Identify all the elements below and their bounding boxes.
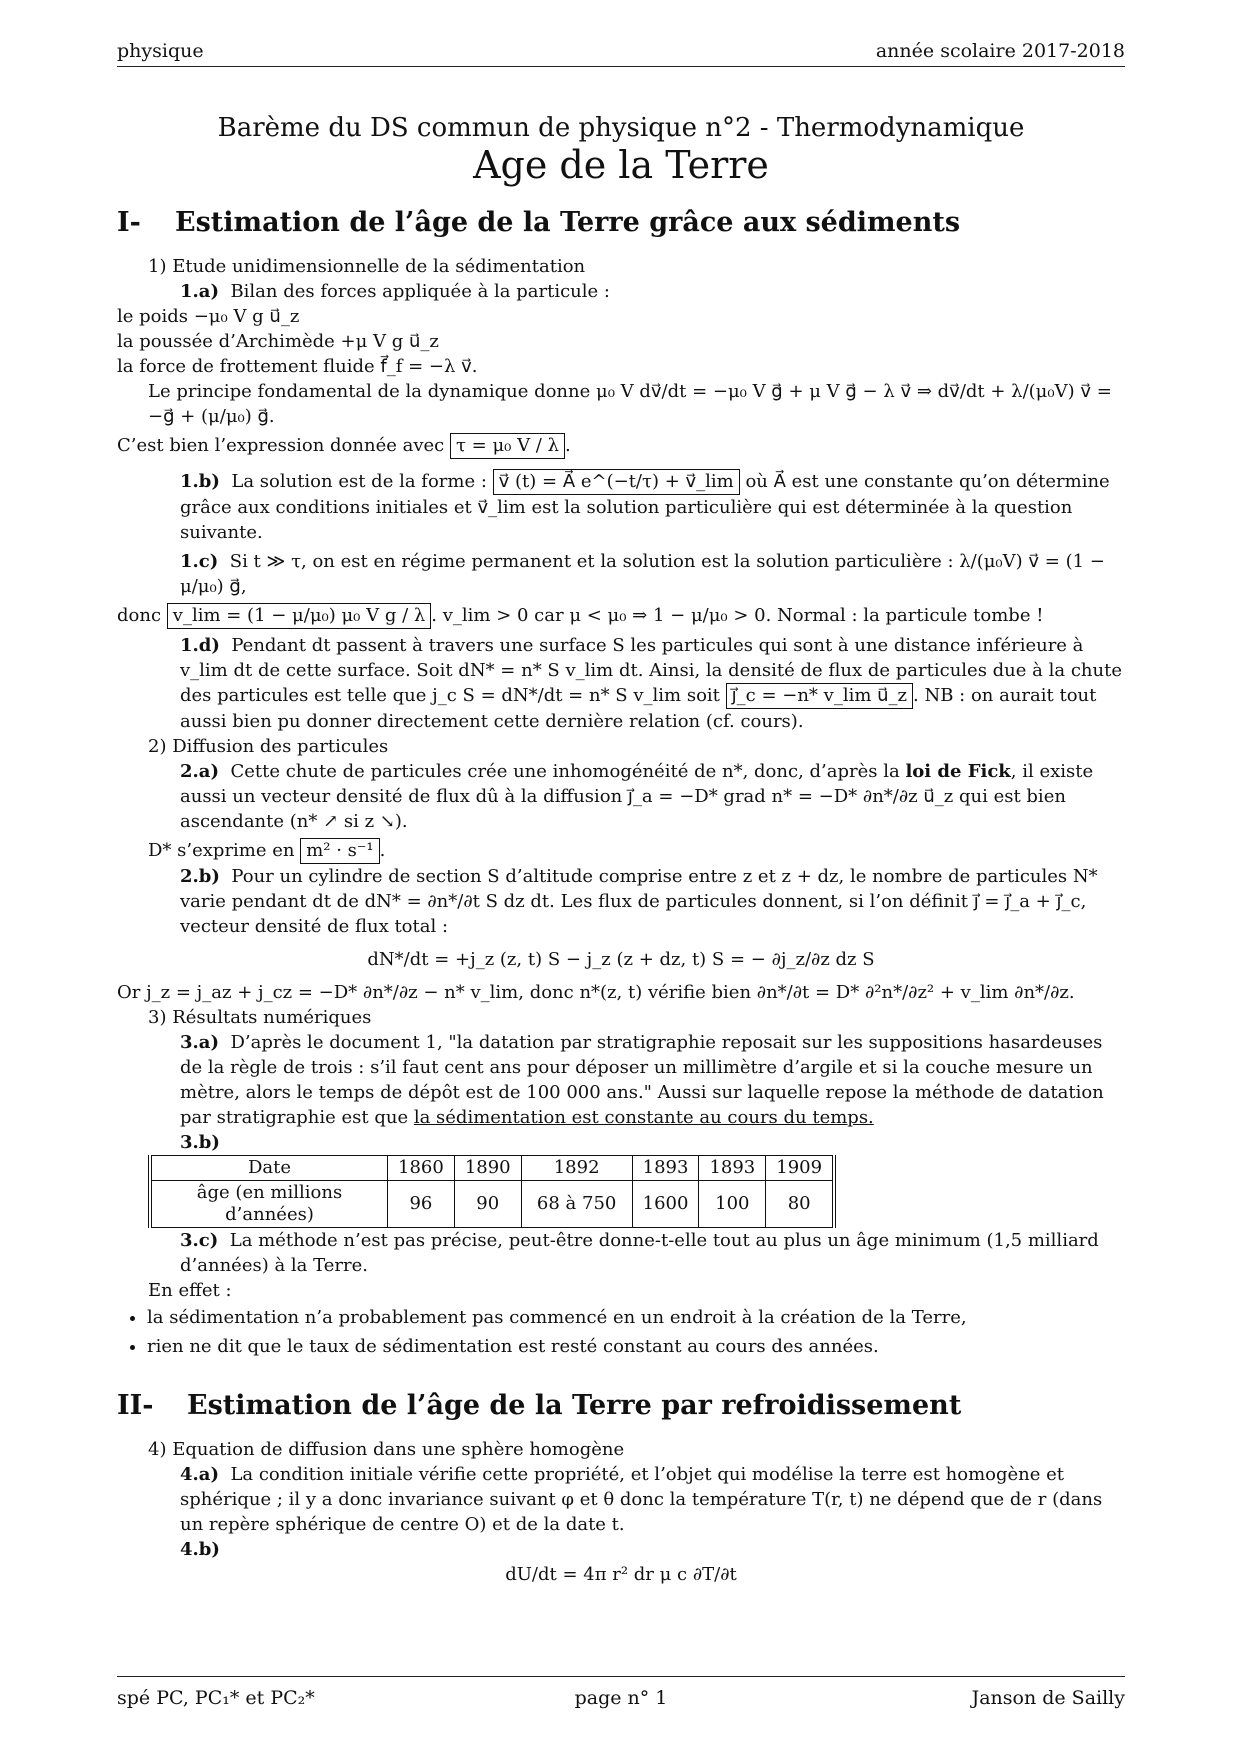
doc-title: Age de la Terre (473, 143, 769, 187)
q1d-text: Pendant dt passent à travers une surface S les particules qui sont à une distance inférieure à v_lim dt de cette surface. Soit dN* = n* S v_lim dt. Ainsi, la densité de flux de particules due à la chute des particules est telle que j_c S = dN*/dt = n* S v_lim soit (180, 635, 1122, 706)
q2b-text: Pour un cylindre de section S d’altitude comprise entre z et z + dz, le nombre de particules N* varie pendant dt de dN* = ∂n*/∂t S dz dt. Les flux de particules donnent, si l’on définit j⃗ = j⃗_a + j⃗_c, vecteur densité de flux total : (180, 866, 1098, 937)
q3c-bullets (117, 1305, 1125, 1359)
q3c-text: La méthode n’est pas précise, peut-être donne-t-elle tout au plus un âge minimum (1,5 milliard d’années) à la Terre. (180, 1230, 1099, 1276)
q2a-line (117, 759, 1125, 834)
q3a-underlined: la sédimentation est constante au cours du temps. (413, 1107, 874, 1128)
table-cell: 96 (388, 1181, 455, 1228)
q3b-label: 3.b) (180, 1132, 220, 1153)
q2b-equation: dN*/dt = +j_z (z, t) S − j_z (z + dz, t) S = − ∂j_z/∂z dz S (367, 949, 875, 970)
list-item: • rien ne dit que le taux de sédimentation est resté constant au cours des années. (147, 1334, 1125, 1359)
q1c-post: . v_lim > 0 car μ < μ₀ ⇒ 1 − μ/μ₀ > 0. Normal : la particule tombe ! (431, 605, 1044, 626)
footer-page-number: page n° 1 (574, 1687, 668, 1709)
header-year: année scolaire 2017-2018 (875, 40, 1125, 62)
table-cell: 1909 (766, 1156, 834, 1181)
q1b-post: où A⃗ est une constante qu’on détermine grâce aux conditions initiales et v⃗_lim est la solution particulière qui est déterminée à la question suivante. (180, 471, 1110, 543)
table-row (150, 1181, 834, 1228)
q2a-text2: , il existe aussi un vecteur densité de flux dû à la diffusion j⃗_a = −D* grad n* = −D* ∂n*/∂z u⃗_z qui est bien ascendante (n* ↗ si z ↘). (180, 761, 1094, 832)
q2a-unit-pre: D* s’exprime en (148, 840, 295, 861)
section-2-title: Estimation de l’âge de la Terre par refroidissement (187, 1390, 962, 1421)
q2-heading: 2) Diffusion des particules (148, 736, 389, 757)
q1c-line (117, 549, 1125, 599)
section-1-heading (117, 206, 1125, 240)
section-1-number: I- (117, 207, 141, 238)
q2a-unit-box: m² · s⁻¹ (300, 838, 379, 864)
q1b-box: v⃗ (t) = A⃗ e^(−t/τ) + v⃗_lim (493, 469, 740, 495)
q1d-label: 1.d) (180, 635, 220, 656)
tau-line: C’est bien l’expression donnée avec τ = μ₀ V / λ . (117, 433, 1125, 459)
q1-heading: 1) Etude unidimensionnelle de la sédimentation (148, 256, 586, 277)
table-head-date: Date (150, 1156, 388, 1181)
table-head-age: âge (en millions d’années) (150, 1181, 388, 1228)
q1c-text: Si t ≫ τ, on est en régime permanent et la solution est la solution particulière : λ/(μ₀V) v⃗ = (1 − μ/μ₀) g⃗, (180, 551, 1105, 597)
table-row (150, 1156, 834, 1181)
force-weight: le poids −μ₀ V g u⃗_z (117, 306, 300, 327)
section-2-heading (117, 1389, 1125, 1423)
q1a-text: Bilan des forces appliquée à la particule : (230, 281, 610, 302)
table-cell: 1600 (632, 1181, 699, 1228)
q3a-label: 3.a) (180, 1032, 219, 1053)
q1b-pre: La solution est de la forme : (231, 471, 487, 492)
q3a-line (117, 1030, 1125, 1130)
age-table (148, 1155, 836, 1228)
table-cell: 100 (699, 1181, 766, 1228)
section-1-title: Estimation de l’âge de la Terre grâce aux sédiments (175, 207, 961, 238)
q3-heading: 3) Résultats numériques (148, 1007, 372, 1028)
document-body (117, 112, 1125, 1587)
q1d-post: . NB : on aurait tout aussi bien pu donner directement cette dernière relation (cf. cours). (180, 685, 1097, 732)
force-archimede: la poussée d’Archimède +μ V g u⃗_z (117, 331, 439, 352)
table-cell: 80 (766, 1181, 834, 1228)
q2b-conclusion: Or j_z = j_az + j_cz = −D* ∂n*/∂z − n* v_lim, donc n*(z, t) vérifie bien ∂n*/∂t = D* ∂²n*/∂z² + v_lim ∂n*/∂z. (117, 982, 1075, 1003)
list-item: • la sédimentation n’a probablement pas commencé en un endroit à la création de la Terre, (147, 1305, 1125, 1330)
q4a-line (117, 1462, 1125, 1537)
q4b-equation: dU/dt = 4π r² dr μ c ∂T/∂t (505, 1564, 737, 1585)
q1c-label: 1.c) (180, 551, 219, 572)
q1a-label: 1.a) (180, 281, 219, 302)
q2a-label: 2.a) (180, 761, 219, 782)
q1c-result (117, 603, 1125, 629)
q1d-box: j⃗_c = −n* v_lim u⃗_z (726, 683, 913, 709)
header-subject: physique (117, 40, 204, 62)
q1a-line (117, 279, 1125, 304)
header-rule (117, 66, 1125, 67)
section-2-number: II- (117, 1390, 154, 1421)
footer-class: spé PC, PC₁* et PC₂* (117, 1687, 315, 1709)
doc-subtitle: Barème du DS commun de physique n°2 - Thermodynamique (217, 113, 1025, 143)
tau-pre: C’est bien l’expression donnée avec (117, 435, 445, 456)
q3c-line (117, 1228, 1125, 1278)
q1d-line (117, 633, 1125, 734)
q2b-line (117, 864, 1125, 939)
page-header (117, 40, 1125, 64)
table-cell: 90 (454, 1181, 521, 1228)
q1b-line (117, 469, 1125, 545)
q2a-text: Cette chute de particules crée une inhomogénéité de n*, donc, d’après la (230, 761, 900, 782)
q4a-label: 4.a) (180, 1464, 219, 1485)
footer-school: Janson de Sailly (971, 1687, 1125, 1709)
q1c-box: v_lim = (1 − μ/μ₀) μ₀ V g / λ (167, 603, 432, 629)
table-cell: 1893 (699, 1156, 766, 1181)
pfd-line: Le principe fondamental de la dynamique donne μ₀ V dv⃗/dt = −μ₀ V g⃗ + μ V g⃗ − λ v⃗ ⇒ dv⃗/dt + λ/(μ₀V) v⃗ = −g⃗ + (μ/μ₀) g⃗. (148, 381, 1112, 427)
table-cell: 68 à 750 (521, 1181, 632, 1228)
table-cell: 1890 (454, 1156, 521, 1181)
q1b-label: 1.b) (180, 471, 220, 492)
q2b-label: 2.b) (180, 866, 220, 887)
q4a-text: La condition initiale vérifie cette propriété, et l’objet qui modélise la terre est homogène et sphérique ; il y a donc invariance suivant φ et θ donc la température T(r, t) ne dépend que de r (dans un repère sphérique de centre O) et de la date t. (180, 1464, 1103, 1535)
tau-box: τ = μ₀ V / λ (450, 433, 565, 459)
q2a-fick: loi de Fick (905, 761, 1011, 782)
q2a-unit: D* s’exprime en m² · s⁻¹ . (117, 838, 1125, 864)
q4-heading: 4) Equation de diffusion dans une sphère homogène (148, 1439, 625, 1460)
q1c-pre: donc (117, 605, 162, 626)
q3a-text: D’après le document 1, "la datation par stratigraphie reposait sur les suppositions hasardeuses de la règle de trois : s’il faut cent ans pour déposer un millimètre d’argile et si la couche mesure un mètre, alors le temps de dépôt est de 100 000 ans." Aussi sur laquelle repose la méthode de datation par stratigraphie est que (180, 1032, 1104, 1128)
q3c-label: 3.c) (180, 1230, 219, 1251)
force-friction: la force de frottement fluide f⃗_f = −λ v⃗. (117, 356, 478, 377)
table-cell: 1892 (521, 1156, 632, 1181)
footer-rule (117, 1676, 1125, 1677)
table-cell: 1860 (388, 1156, 455, 1181)
table-cell: 1893 (632, 1156, 699, 1181)
q3c-effet: En effet : (148, 1280, 232, 1301)
q4b-label: 4.b) (180, 1539, 220, 1560)
